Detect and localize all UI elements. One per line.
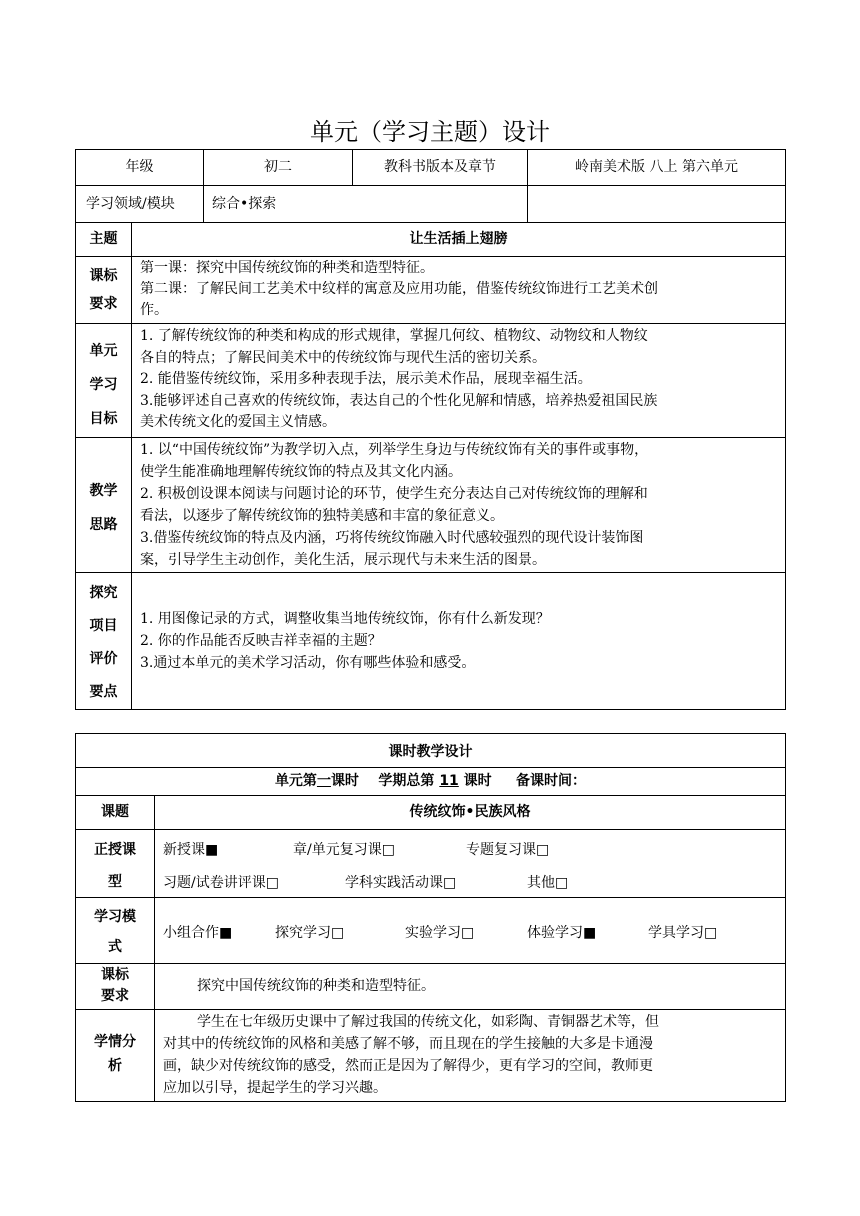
grade-value: 初二	[264, 159, 292, 175]
topic-value: 传统纹饰•民族风格	[409, 804, 531, 820]
standard-label: 课标 要求	[89, 268, 118, 312]
lesson-subheading: 单元第一课时 学期总第 11 课时 备课时间：	[274, 773, 587, 789]
topic-label: 课题	[101, 804, 129, 820]
analysis-label: 学情分 析	[94, 1034, 136, 1074]
evaluation-text: 1. 用图像记录的方式，调整收集当地传统纹饰，你有什么新发现？ 2. 你的作品能否反映吉祥幸福的主题？ 3.通过本单元的美术学习活动，你有哪些体验和感受。	[140, 611, 550, 671]
theme-value: 让生活插上翅膀	[409, 231, 508, 247]
evaluation-label: 探究 项目 评价 要点	[89, 585, 118, 700]
type-option[interactable]: 其他□	[527, 875, 569, 891]
type-option[interactable]: 章/单元复习课□	[293, 842, 395, 858]
page-title: 单元（学习主题）设计	[310, 118, 550, 146]
goals-label: 单元 学习 目标	[89, 343, 118, 427]
approach-label: 教学 思路	[89, 483, 118, 533]
type-label: 正授课 型	[94, 842, 136, 890]
type-option[interactable]: 习题/试卷讲评课□	[163, 875, 279, 891]
type-option[interactable]: 新授课■	[163, 842, 219, 858]
goals-text: 1. 了解传统纹饰的种类和构成的形式规律，掌握几何纹、植物纹、动物纹和人物纹 各自的特点；了解民间美术中的传统纹饰与现代生活的密切关系。 2. 能借鉴传统纹饰，采用多种表现手法，展示美术作品，展现幸福生活。 3.能够评述自己喜欢的传统纹饰，表达自己的个性化见解和情感，培养热爱祖国民族 美术传统文化的爱国主义情感。	[140, 328, 658, 430]
approach-text: 1. 以“中国传统纹饰”为教学切入点，列举学生身边与传统纹饰有关的事件或事物， 使学生能准确地理解传统纹饰的特点及其文化内涵。 2. 积极创设课本阅读与问题讨论的环节，使学生充分表达自己对传统纹饰的理解和 看法，以逐步了解传统纹饰的独特美感和丰富的象征意义。 3.借鉴传统纹饰的特点及内涵，巧将传统纹饰融入时代感较强烈的现代设计装饰图 案，引导学生主动创作，美化生活，展示现代与未来生活的图景。	[140, 442, 649, 568]
mode-option[interactable]: 体验学习■	[527, 925, 597, 941]
grade-label: 年级	[125, 159, 154, 175]
mode-option[interactable]: 实验学习□	[405, 925, 475, 941]
domain-value: 综合•探索	[212, 196, 277, 212]
analysis-text: 学生在七年级历史课中了解过我国的传统文化，如彩陶、青铜器艺术等，但 对其中的传统纹饰的风格和美感了解不够，而且现在的学生接触的大多是卡通漫 画，缺少对传统纹饰的感受，然而正是因为了解得少，更有学习的空间，教师更 应加以引导，提起学生的学习兴趣。	[163, 1014, 659, 1096]
lesson-heading: 课时教学设计	[388, 744, 473, 760]
mode-option[interactable]: 学具学习□	[648, 925, 718, 941]
domain-label: 学习领域/模块	[86, 196, 175, 212]
standard-text: 第一课：探究中国传统纹饰的种类和造型特征。 第二课：了解民间工艺美术中纹样的寓意及应用功能，借鉴传统纹饰进行工艺美术创 作。	[140, 260, 658, 318]
mode-label: 学习模 式	[94, 909, 136, 955]
mode-option[interactable]: 小组合作■	[163, 925, 233, 941]
lesson-standard-label: 课标 要求	[101, 967, 129, 1004]
type-option[interactable]: 学科实践活动课□	[345, 875, 457, 891]
mode-option[interactable]: 探究学习□	[275, 925, 345, 941]
lesson-standard-value: 探究中国传统纹饰的种类和造型特征。	[197, 978, 435, 994]
textbook-label: 教科书版本及章节	[384, 159, 496, 175]
theme-label: 主题	[89, 231, 118, 247]
type-option[interactable]: 专题复习课□	[466, 842, 550, 858]
textbook-value: 岭南美术版 八上 第六单元	[575, 159, 738, 175]
